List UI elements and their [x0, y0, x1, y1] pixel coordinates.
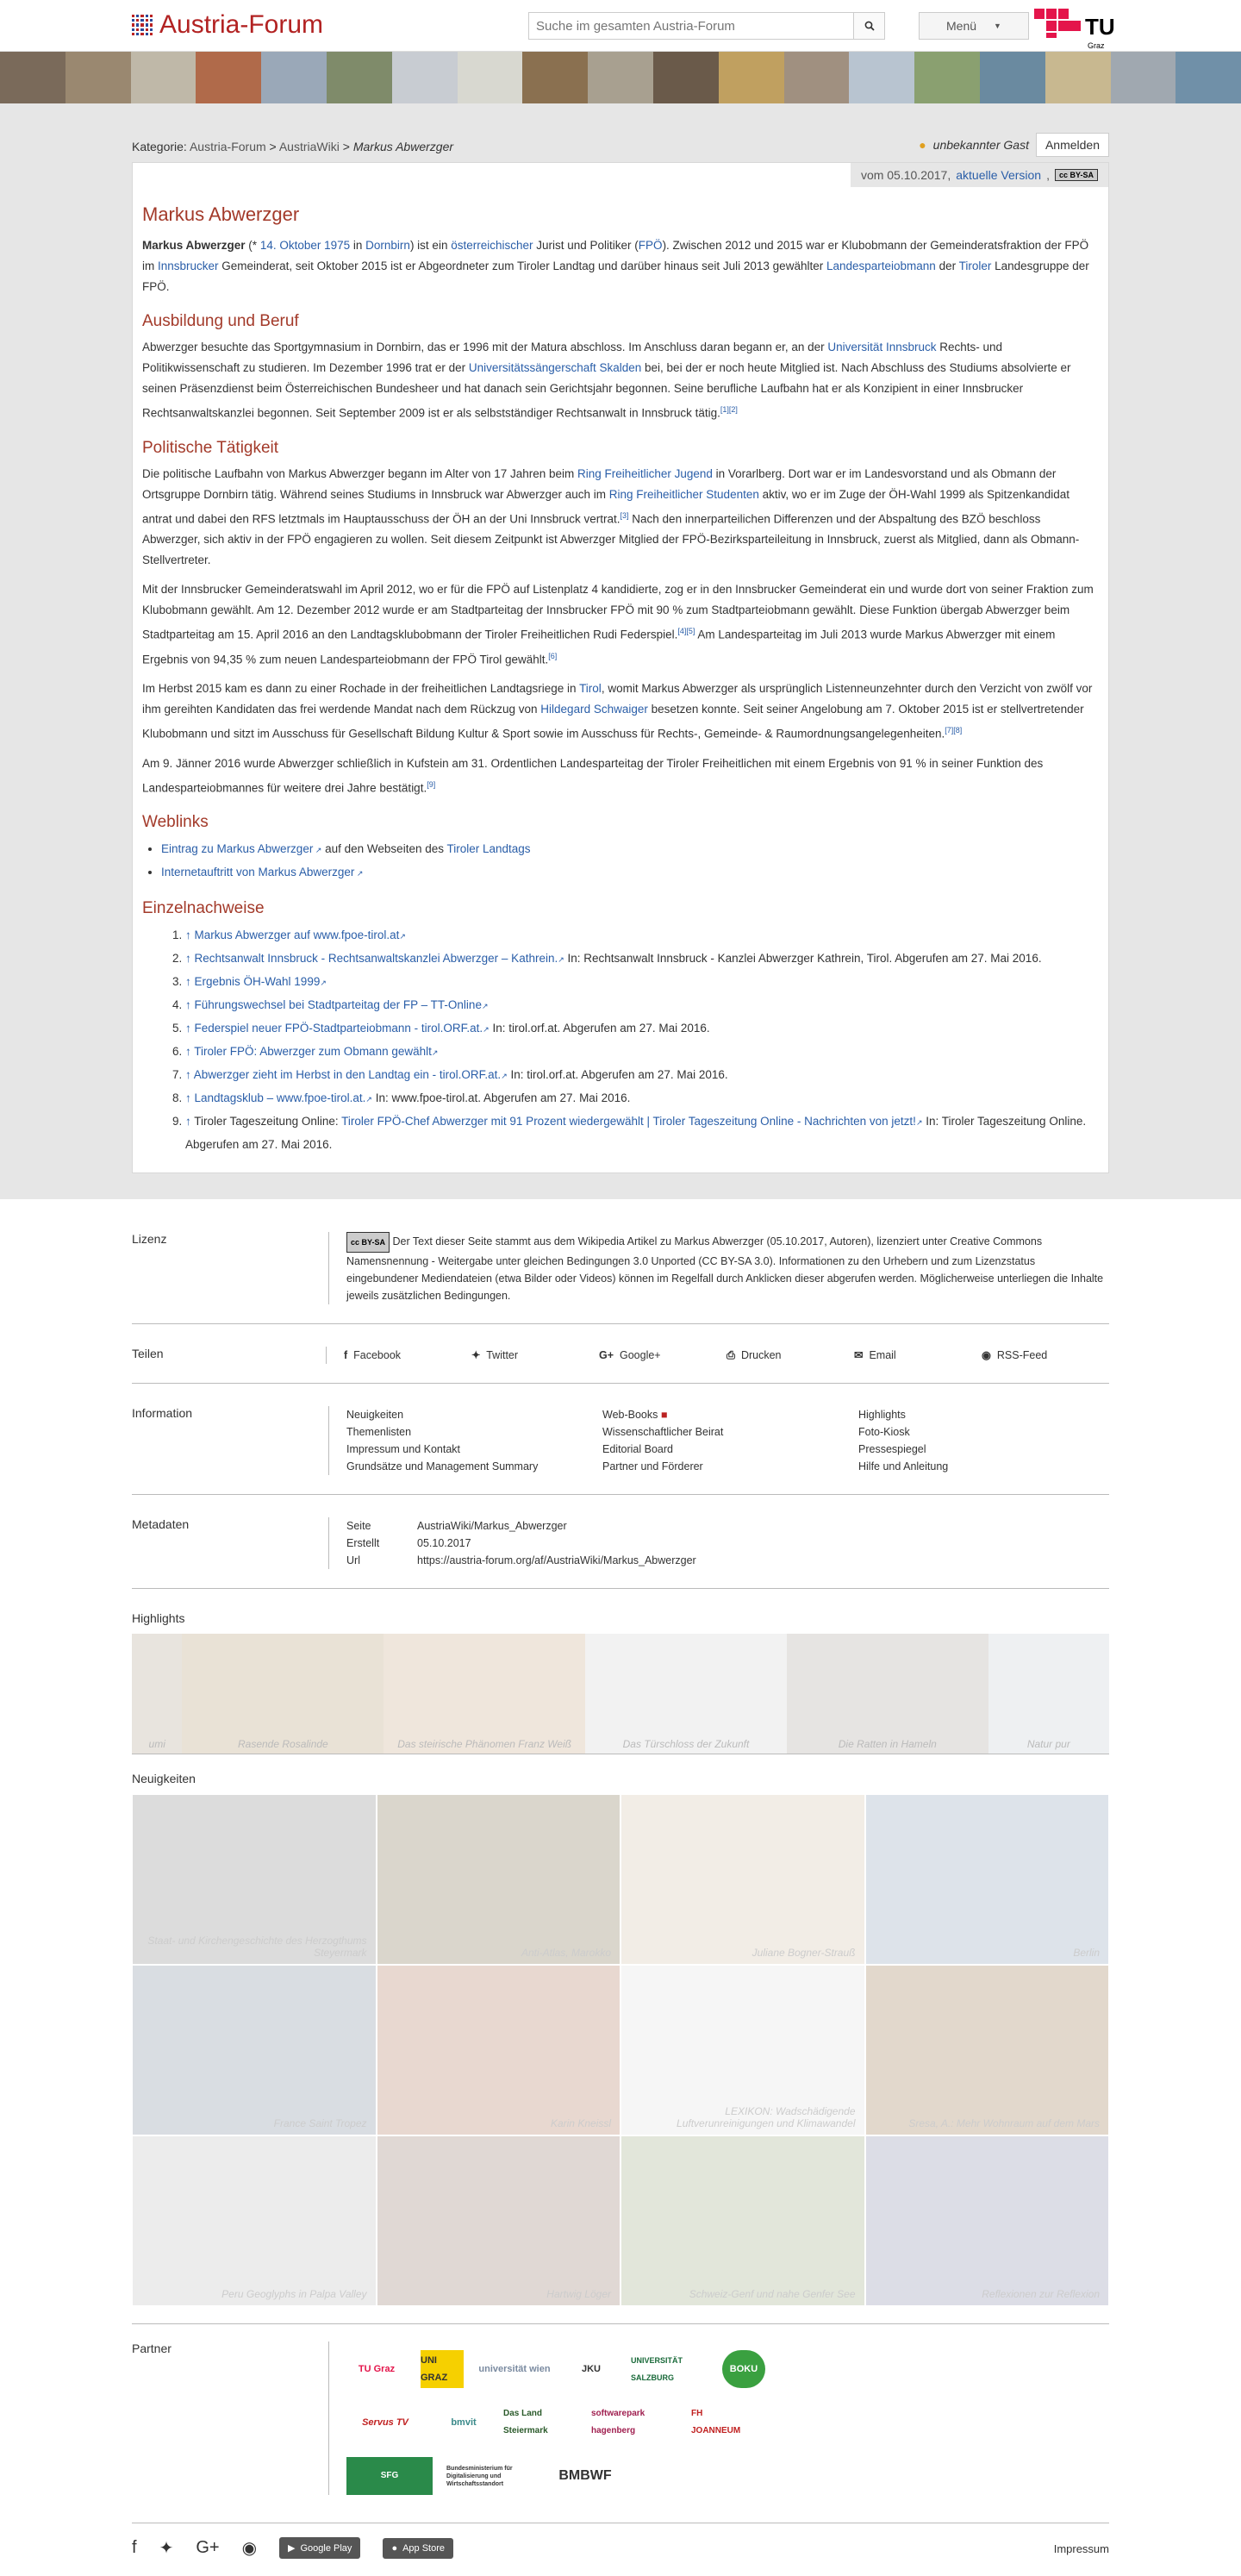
meta-value: https://austria-forum.org/af/AustriaWiki/Markus_Abwerzger [417, 1554, 696, 1566]
partner-logo[interactable]: JKU [581, 2364, 601, 2374]
breadcrumb-separator: > [269, 140, 277, 153]
weblinks-list [161, 838, 1098, 885]
version-info: vom 05.10.2017, aktuelle Version , cc BY-SA [851, 163, 1108, 187]
information-links [328, 1406, 1109, 1475]
reference-link[interactable]: Rechtsanwalt Innsbruck - Rechtsanwaltskanzlei Abwerzger – Kathrein.↗ [194, 952, 564, 965]
reference-link[interactable]: Federspiel neuer FPÖ-Stadtparteiobmann - tirol.ORF.at.↗ [194, 1022, 490, 1035]
highlights-carousel [132, 1634, 1109, 1754]
app-store-badge[interactable]: ● App Store [383, 2538, 453, 2559]
info-link[interactable]: Hilfe und Anleitung [858, 1460, 949, 1472]
partner-logo[interactable]: UNI GRAZ [421, 2350, 464, 2388]
partner-logo[interactable]: Bundesministerium für Digitalisierung und Wirtschaftsstandort [446, 2465, 513, 2487]
paragraph: Die politische Laufbahn von Markus Abwerzger begann im Alter von 17 Jahren beim Ring Freiheitlicher Jugend in Vorarlberg. Dort war er im Landesvorstand und als Obmann der Ortsgruppe Dornbirn tätig. Während seines Studiums in Innsbruck war Abwerzger auch im Ring Freiheitlicher Studenten aktiv, wo er im Zuge der ÖH-Wahl 1999 als Spitzenkandidat antrat und dabei den RFS letztmals im Hauptausschuss der ÖH an der Uni Innsbruck vertrat.[3] Nach den innerparteilichen Differenzen und der Abspaltung des BZÖ beschloss Abwerzger, sich aktiv in der FPÖ engagieren zu wollen. Seit diesem Zeitpunkt ist Abwerzger Mitglied der FPÖ-Bezirksparteileitung in Innsbruck, zuerst als Mitglied, dann als Obmann-Stellvertreter. [142, 466, 1080, 566]
link[interactable]: Ring Freiheitlicher Jugend [577, 466, 713, 480]
reference-link[interactable]: Ergebnis ÖH-Wahl 1999↗ [194, 975, 327, 988]
content-area [0, 103, 1241, 1199]
news-item[interactable]: Reflexionen zur Reflexion [865, 2135, 1110, 2306]
link[interactable]: Ring Freiheitlicher Studenten [608, 487, 759, 501]
twitter-icon[interactable]: ✦ [159, 2539, 174, 2558]
paragraph: Am 9. Jänner 2016 wurde Abwerzger schließlich in Kufstein am 31. Ordentlichen Landesparteitag der Tiroler Freiheitlichen mit einem Ergebnis von 91 % in seiner Funktion des Landesparteiobmannes für weitere drei Jahre bestätigt.[9] [142, 756, 1044, 794]
menu-label: Menü [946, 19, 977, 33]
site-logo[interactable] [132, 10, 323, 40]
bottom-bar [132, 2523, 1109, 2576]
link[interactable]: Tiroler [958, 259, 992, 272]
info-link[interactable]: Editorial Board [602, 1443, 673, 1455]
reference-link[interactable]: Tiroler FPÖ: Abwerzger zum Obmann gewählt↗ [194, 1045, 439, 1058]
reference-item: 9. ↑ Tiroler Tageszeitung Online: Tiroler FPÖ-Chef Abwerzger mit 91 Prozent wiedergewählt | Tiroler Tageszeitung Online - Nachrichten von jetzt!↗ In: Tiroler Tageszeitung Online. Abgerufen am 27. Mai 2016. [185, 1110, 1098, 1155]
metadata-label: Metadaten [132, 1517, 190, 1531]
link[interactable]: Dornbirn [365, 239, 410, 252]
backlink[interactable]: ↑ [185, 998, 191, 1011]
reference-item: 8. ↑ Landtagsklub – www.fpoe-tirol.at.↗ In: www.fpoe-tirol.at. Abgerufen am 27. Mai 2016. [185, 1087, 1098, 1110]
breadcrumb [132, 140, 453, 153]
information-label: Information [132, 1406, 193, 1420]
menu-button[interactable] [919, 12, 1029, 40]
reference-link[interactable]: Führungswechsel bei Stadtparteitag der FP – TT-Online↗ [194, 998, 489, 1011]
user-name: unbekannter Gast [932, 138, 1029, 152]
reference-item: 7. ↑ Abwerzger zieht im Herbst in den Landtag ein - tirol.ORF.at.↗ In: tirol.orf.at. Abgerufen am 27. Mai 2016. [185, 1064, 1098, 1087]
reference-item [185, 1041, 1098, 1064]
footnote[interactable]: [4][5] [677, 627, 695, 635]
link[interactable]: Tiroler Landtags [446, 842, 531, 855]
highlight-item[interactable]: Die Ratten in Hameln [787, 1634, 988, 1754]
footnote[interactable]: [9] [427, 779, 436, 789]
news-item[interactable]: Berlin [865, 1794, 1110, 1965]
share-rss[interactable]: ◉ RSS-Feed [982, 1349, 1048, 1361]
section-heading: Ausbildung und Beruf [142, 312, 299, 330]
highlight-item[interactable]: Das Türschloss der Zukunft [585, 1634, 787, 1754]
news-item[interactable]: Staat- und Kirchengeschichte des Herzogthums Steyermark [132, 1794, 377, 1965]
search-box [528, 12, 885, 40]
twitter-icon: ✦ [471, 1349, 481, 1361]
reference-item [185, 994, 1098, 1017]
link[interactable]: Universität Innsbruck [827, 341, 937, 353]
facebook-icon: f [344, 1349, 348, 1361]
breadcrumb-item[interactable]: AustriaWiki [278, 140, 340, 153]
list-item: • Eintrag zu Markus Abwerzger ↗ auf den Webseiten des Tiroler Landtags [161, 838, 1098, 861]
meta-key: Seite [346, 1520, 371, 1532]
list-item [161, 861, 1098, 885]
caret-down-icon: ▼ [994, 22, 1001, 30]
news-item[interactable]: Hartwig Löger [377, 2135, 621, 2306]
backlink[interactable]: ↑ [185, 1045, 191, 1058]
meta-key: Url [346, 1554, 360, 1566]
highlight-item[interactable]: Natur pur [988, 1634, 1109, 1754]
backlink[interactable]: ↑ [185, 1022, 191, 1035]
news-item[interactable]: LEXIKON: Wadschädigende Luftverunreinigungen und Klimawandel [620, 1965, 865, 2135]
google-play-badge[interactable]: ▶ Google Play [279, 2537, 360, 2559]
user-icon: ● [919, 138, 926, 152]
license-text: cc BY-SA Der Text dieser Seite stammt aus dem Wikipedia Artikel zu Markus Abwerzger (05.10.2017, Autoren), lizenziert unter Creative Commons Namensnennung - Weitergabe unter gleichen Bedingungen 3.0 Unported (CC BY-SA 3.0). Informationen zu den Urhebern und zum Lizenzstatus eingebundener Mediendateien (etwa Bilder oder Videos) können im Regelfall durch Anklicken dieser abgerufen werden. Möglicherweise unterliegen die Inhalte jeweils zusätzlichen Bedingungen. [328, 1232, 1109, 1304]
reference-link[interactable]: Markus Abwerzger auf www.fpoe-tirol.at↗ [194, 928, 406, 941]
paragraph: Im Herbst 2015 kam es dann zu einer Rochade in der freiheitlichen Landtagsriege in Tirol, womit Markus Abwerzger als ursprünglich Listenneunzehnter durch den Verzicht von zwölf vor ihm gereihten Kandidaten das frei werdende Mandat nach dem Rückzug von Hildegard Schwaiger besetzen konnte. Seit seiner Angelobung am 7. Oktober 2015 ist er stellvertretender Klubobmann und sitzt im Ausschuss für Gesellschaft Bildung Kultur & Sport sowie im Ausschuss für Rechts-, Gemeinde- & Raumordnungsangelegenheiten.[7][8] [142, 682, 1093, 741]
backlink[interactable]: ↑ [185, 952, 191, 965]
link[interactable]: 14. Oktober 1975 [259, 239, 351, 252]
link[interactable]: Hildegard Schwaiger [540, 703, 648, 716]
footnote[interactable]: [6] [548, 651, 558, 660]
info-link[interactable]: Neuigkeiten [346, 1409, 404, 1421]
reference-item [185, 924, 1098, 947]
link[interactable]: Landesparteiobmann [826, 259, 936, 272]
logo-text[interactable]: Austria-Forum [159, 10, 324, 39]
tugraz-sub: Graz [1088, 41, 1105, 50]
search-input[interactable] [529, 13, 853, 39]
info-link[interactable]: Themenlisten [346, 1426, 412, 1438]
section-heading: Einzelnachweise [142, 899, 265, 917]
partner-logo[interactable]: FH JOANNEUM [691, 2409, 741, 2435]
email-icon: ✉ [854, 1349, 864, 1361]
partner-logo[interactable]: TU Graz [358, 2364, 396, 2374]
play-icon: ▶ [288, 2543, 296, 2554]
highlight-item[interactable]: umi [132, 1634, 182, 1754]
footer [132, 1199, 1109, 2514]
reference-item [185, 971, 1098, 994]
partner-logo[interactable]: Servus TV [362, 2417, 408, 2428]
footnote[interactable]: [7][8] [945, 726, 963, 735]
partner-logos [328, 2342, 1109, 2495]
info-link[interactable]: Foto-Kiosk [858, 1426, 910, 1438]
news-item[interactable]: Juliane Bogner-Strauß [620, 1794, 865, 1965]
photo-strip [0, 52, 1241, 103]
intro-paragraph: Markus Abwerzger (* 14. Oktober 1975 in Dornbirn) ist ein österreichischer Jurist und Politiker (FPÖ). Zwischen 2012 und 2015 war er Klubobmann der Gemeinderatsfraktion der FPÖ im Innsbrucker Gemeinderat, seit Oktober 2015 ist er Abgeordneter zum Tiroler Landtag und darüber hinaus seit Juli 2013 gewählter Landesparteiobmann der Tiroler Landesgruppe der FPÖ. [142, 239, 1089, 293]
partner-logo[interactable]: softwarepark hagenberg [591, 2409, 645, 2435]
tugraz-text: TU [1085, 14, 1115, 40]
reference-link[interactable]: Abwerzger zieht im Herbst in den Landtag ein - tirol.ORF.at.↗ [193, 1068, 508, 1081]
google-plus-icon[interactable]: G+ [196, 2538, 220, 2557]
news-grid [132, 1794, 1109, 2324]
partner-label: Partner [132, 2342, 171, 2355]
share-email[interactable]: ✉ Email [854, 1349, 896, 1361]
external-link[interactable]: Internetauftritt von Markus Abwerzger ↗ [161, 866, 364, 878]
info-link[interactable]: Wissenschaftlicher Beirat [602, 1426, 724, 1438]
news-item[interactable]: Anti-Atlas, Marokko [377, 1794, 621, 1965]
meta-value: 05.10.2017 [417, 1537, 471, 1549]
logo-grid-icon [132, 15, 153, 35]
share-label: Teilen [132, 1347, 164, 1360]
search-button[interactable] [853, 13, 884, 39]
highlights-label: Highlights [132, 1611, 185, 1625]
info-link[interactable]: Impressum und Kontakt [346, 1443, 461, 1455]
info-link[interactable]: Highlights [858, 1409, 906, 1421]
partner-logo[interactable]: BOKU [722, 2350, 765, 2388]
breadcrumb-current: Markus Abwerzger [352, 140, 454, 153]
share-twitter[interactable]: ✦ Twitter [471, 1349, 519, 1361]
news-label: Neuigkeiten [132, 1772, 196, 1785]
cc-license-badge[interactable]: cc BY-SA [346, 1232, 390, 1253]
breadcrumb-prefix: Kategorie: [132, 140, 187, 153]
rss-icon: ◉ [982, 1349, 991, 1361]
rss-icon[interactable]: ◉ [241, 2539, 258, 2558]
current-version-link[interactable]: aktuelle Version [956, 168, 1042, 182]
link[interactable]: FPÖ [638, 239, 663, 252]
top-bar [0, 0, 1241, 52]
article-panel [132, 162, 1109, 1173]
reference-link[interactable]: Landtagsklub – www.fpoe-tirol.at.↗ [194, 1091, 372, 1104]
apple-icon: ● [391, 2542, 398, 2554]
partner-logo[interactable]: Das Land Steiermark [503, 2409, 548, 2435]
print-icon: ⎙ [727, 1349, 736, 1361]
footnote[interactable]: [1][2] [720, 405, 738, 414]
news-item[interactable]: Sresa, A.: Mehr Wohnraum auf dem Mars [865, 1965, 1110, 2135]
link[interactable]: österreichischer [451, 239, 533, 252]
section-heading: Weblinks [142, 813, 209, 831]
paragraph: Mit der Innsbrucker Gemeinderatswahl im April 2012, wo er für die FPÖ auf Listenplatz 4 kandidierte, zog er in den Innsbrucker Gemeinderat ein und wurde dort von seiner Fraktion zum Klubobmann gewählt. Am 12. Dezember 2012 wurde er am Stadtparteitag der Innsbrucker FPÖ mit 90 % zum Stadtparteiobmann gewählt. Diese Funktion übergab Abwerzger beim Stadtparteitag am 15. April 2016 an den Landtagsklubobmann der Tiroler Freiheitlichen Rudi Federspiel.[4][5] Am Landesparteitag im Juli 2013 wurde Markus Abwerzger mit einem Ergebnis von 94,35 % zum neuen Landesparteiobmann der FPÖ Tirol gewählt.[6] [142, 583, 1094, 666]
license-label: Lizenz [132, 1232, 167, 1246]
tugraz-mark-icon [1034, 9, 1082, 38]
info-link[interactable]: Pressespiegel [858, 1443, 926, 1455]
reference-item: 2. ↑ Rechtsanwalt Innsbruck - Rechtsanwaltskanzlei Abwerzger – Kathrein.↗ In: Rechtsanwalt Innsbruck - Kanzlei Abwerzger Kathrein, Tirol. Abgerufen am 27. Mai 2016. [185, 947, 1098, 971]
backlink[interactable]: ↑ [185, 928, 191, 941]
share-google[interactable]: G+ Google+ [599, 1349, 661, 1361]
footnote[interactable]: [3] [620, 510, 629, 520]
link[interactable]: Innsbrucker [158, 259, 219, 272]
partner-logo[interactable]: bmvit [451, 2417, 477, 2428]
tugraz-logo[interactable] [1034, 9, 1115, 50]
breadcrumb-separator: > [342, 140, 350, 153]
references-list [185, 924, 1098, 1155]
backlink[interactable]: ↑ [185, 1091, 191, 1104]
section-heading: Politische Tätigkeit [142, 438, 279, 457]
backlink[interactable]: ↑ [185, 1068, 191, 1081]
share-links [326, 1347, 1109, 1364]
article-title: Markus Abwerzger [142, 203, 300, 225]
meta-value: AustriaWiki/Markus_Abwerzger [417, 1520, 567, 1532]
highlight-item[interactable]: Das steirische Phänomen Franz Weiß [384, 1634, 585, 1754]
news-item[interactable]: France Saint Tropez [132, 1965, 377, 2135]
meta-key: Erstellt [346, 1537, 380, 1549]
user-area [919, 133, 1109, 157]
partner-logo[interactable]: universität wien [478, 2364, 551, 2374]
google-plus-icon: G+ [599, 1349, 614, 1361]
info-link[interactable]: Web-Books ■ [602, 1409, 668, 1421]
backlink[interactable]: ↑ [185, 975, 191, 988]
partner-logo[interactable]: SFG [346, 2457, 433, 2495]
backlink[interactable]: ↑ [185, 1115, 191, 1128]
partner-logo[interactable]: UNIVERSITÄT SALZBURG [631, 2356, 683, 2382]
link[interactable]: Tirol [579, 682, 602, 695]
share-facebook[interactable]: f Facebook [344, 1349, 402, 1361]
breadcrumb-item[interactable]: Austria-Forum [189, 140, 266, 153]
news-item[interactable]: Karin Kneissl [377, 1965, 621, 2135]
reference-link[interactable]: Tiroler FPÖ-Chef Abwerzger mit 91 Prozent wiedergewählt | Tiroler Tageszeitung Online - Nachrichten von jetzt!↗ [341, 1115, 923, 1128]
paragraph: Abwerzger besuchte das Sportgymnasium in Dornbirn, das er 1996 mit der Matura abschloss. Im Anschluss daran begann er, an der Universität Innsbruck Rechts- und Politikwissenschaft zu studieren. Im Dezember 1996 trat er der Universitätssängerschaft Skalden bei, bei der er noch heute Mitglied ist. Nach Abschluss des Studiums absolvierte er seinen Präsenzdienst beim Österreichischen Bundesheer und hat danach sein Gerichtsjahr begonnen. Seine berufliche Laufbahn hat er als Konzipient in einer Innsbrucker Rechtsanwaltskanzlei begonnen. Seit September 2009 ist er als selbstständiger Rechtsanwalt in Innsbruck tätig.[1][2] [142, 341, 1071, 420]
highlight-item[interactable]: Rasende Rosalinde [182, 1634, 384, 1754]
facebook-icon[interactable]: f [132, 2538, 137, 2557]
external-link[interactable]: Eintrag zu Markus Abwerzger ↗ [161, 842, 322, 855]
metadata [328, 1517, 1109, 1569]
share-print[interactable]: ⎙ Drucken [727, 1349, 782, 1361]
search-icon [864, 21, 875, 31]
login-button[interactable]: Anmelden [1036, 133, 1109, 157]
reference-item: 5. ↑ Federspiel neuer FPÖ-Stadtparteiobmann - tirol.ORF.at.↗ In: tirol.orf.at. Abgerufen am 27. Mai 2016. [185, 1017, 1098, 1041]
partner-logo[interactable]: BMBWF [558, 2468, 612, 2483]
info-link[interactable]: Grundsätze und Management Summary [346, 1460, 539, 1472]
link[interactable]: Universitätssängerschaft Skalden [468, 361, 642, 374]
version-date: vom 05.10.2017, [860, 168, 951, 182]
impressum-link[interactable]: Impressum [1053, 2542, 1109, 2555]
news-item[interactable]: Peru Geoglyphs in Palpa Valley [132, 2135, 377, 2306]
news-item[interactable]: Schweiz-Genf und nahe Genfer See [620, 2135, 865, 2306]
info-link[interactable]: Partner und Förderer [602, 1460, 703, 1472]
cc-license-badge[interactable]: cc BY-SA [1055, 169, 1098, 181]
